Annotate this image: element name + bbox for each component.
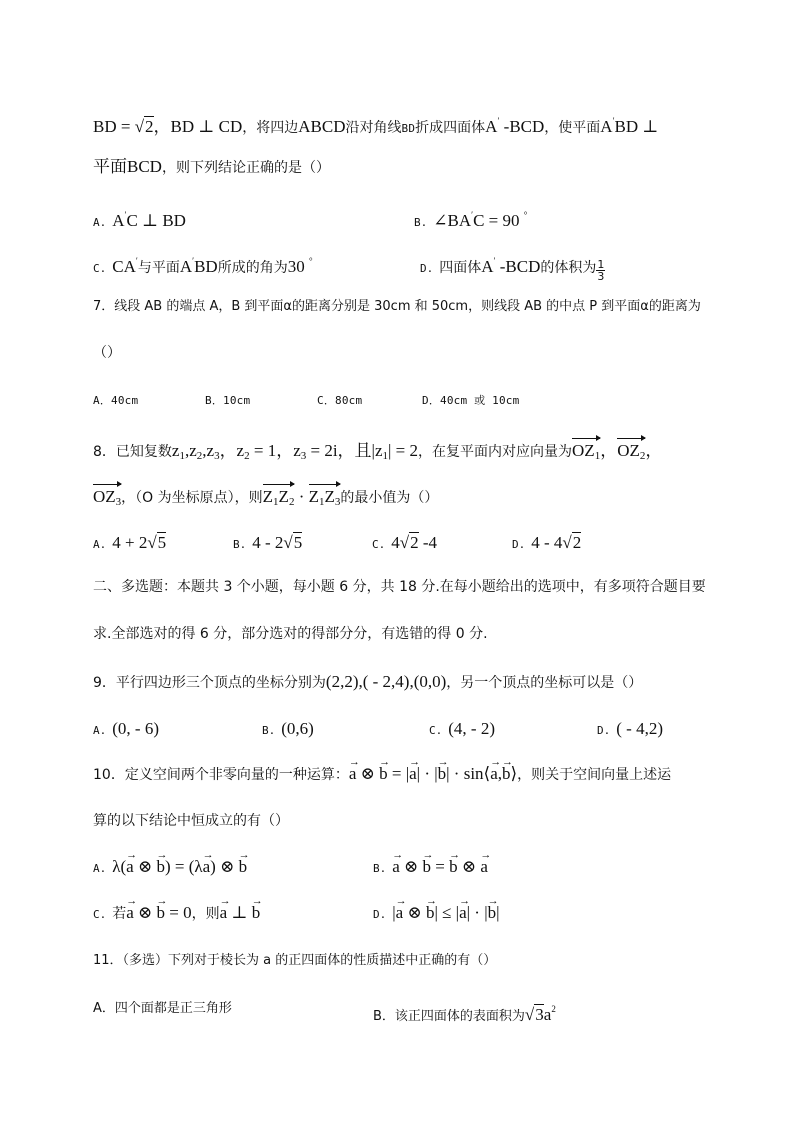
q7-line-1: 7．线段 AB 的端点 A，B 到平面α的距离分别是 30cm 和 50cm，则线段 AB 的中点 P 到平面α的距离为 — [93, 299, 701, 314]
q10-option-b[interactable]: B.→ a ⊗ → b = → b ⊗ → a — [373, 857, 488, 879]
q10-option-a[interactable]: A. λ(→ a ⊗ → b) = (λ→ a) ⊗ → b — [93, 857, 247, 879]
q11-option-b[interactable]: B．该正四面体的表面积为$√3a^2$ — [373, 1004, 556, 1024]
q11-line-1: 11．（多选）下列对于棱长为 a 的正四面体的性质描述中正确的有（） — [93, 953, 497, 968]
q6-option-a[interactable]: A. A′C ⊥ BD — [93, 210, 186, 230]
q10-line-1: 10．定义空间两个非零向量的一种运算：→ a ⊗ → b = |→ a| · |→ b| · sin⟨→ a,→ b⟩，则关于空间向量上述运 — [93, 764, 671, 785]
q10-line-2: 算的以下结论中恒成立的有（） — [93, 813, 289, 829]
q7-option-b[interactable]: B．10cm — [205, 394, 251, 407]
q6-line-2: 平面BCD，则下列结论正确的是（） — [93, 157, 330, 176]
q10-option-c[interactable]: C. 若→ a ⊗ → b = 0，则→ a ⊥ → b — [93, 903, 260, 925]
q8-option-c[interactable]: C. 4√2 -4 — [372, 533, 438, 552]
q7-option-c[interactable]: C．80cm — [317, 394, 363, 407]
q9-option-d[interactable]: D. ( - 4,2) — [597, 719, 663, 738]
q8-line-2: $OZ_3$，（O 为坐标原点），则$Z_1Z_2 \cdot Z_1Z_3$的最小值为（） — [93, 487, 438, 512]
q8-option-b[interactable]: B. 4 - 2√5 — [233, 533, 303, 552]
q6-fraction: $\frac{1}{3}$ — [597, 258, 605, 283]
q8-line-1: 8．已知复数$z_1,z_2,z_3$，$z_2 = 1$，$z_3 = 2i$，且$|z_1| = 2$，在复平面内对应向量为$OZ_1$，$OZ_2$， — [93, 441, 662, 466]
q9-option-b[interactable]: B. (0,6) — [262, 719, 314, 738]
q6-line-1: BD = √2，BD ⊥ CD，将四边ABCD沿对角线BD折成四面体A′ -BCD，使平面A′BD ⊥ — [93, 116, 659, 136]
section2-line-2: 求.全部选对的得 6 分，部分选对的得部分分，有选错的得 0 分. — [93, 626, 488, 642]
section2-line-1: 二、多选题：本题共 3 个小题，每小题 6 分，共 18 分.在每小题给出的选项中，有多项符合题目要 — [93, 579, 706, 595]
q6-text-a: ，将四边 — [242, 120, 299, 136]
q8-option-a[interactable]: A. 4 + 2√5 — [93, 533, 167, 552]
q6-option-b[interactable]: B. ∠BA′C = 90 ° — [414, 210, 528, 230]
q9-option-c[interactable]: C. (4, - 2) — [429, 719, 495, 738]
q6-option-c[interactable]: C. CA′与平面A′BD所成的角为30 ° — [93, 256, 313, 276]
q6-math-bd: BD = √2，BD ⊥ CD — [93, 117, 243, 136]
q8-option-d[interactable]: D. 4 - 4√2 — [512, 533, 582, 552]
q11-option-a[interactable]: A．四个面都是正三角形 — [93, 1001, 232, 1016]
q9-option-a[interactable]: A. (0, - 6) — [93, 719, 159, 738]
q10-option-d[interactable]: D. |→ a ⊗ → b| ≤ |→ a| · |→ b| — [373, 903, 500, 925]
q7-line-2: （） — [93, 345, 121, 361]
q9-line: 9．平行四边形三个顶点的坐标分别为(2,2),( - 2,4),(0,0)，另一个顶点的坐标可以是（） — [93, 672, 643, 691]
q6-option-d[interactable]: D. 四面体A′ -BCD的体积为 $\frac{1}{3}$ — [420, 256, 605, 283]
q7-option-a[interactable]: A．40cm — [93, 394, 139, 407]
q7-option-d[interactable]: D．40cm 或 10cm — [422, 394, 520, 407]
